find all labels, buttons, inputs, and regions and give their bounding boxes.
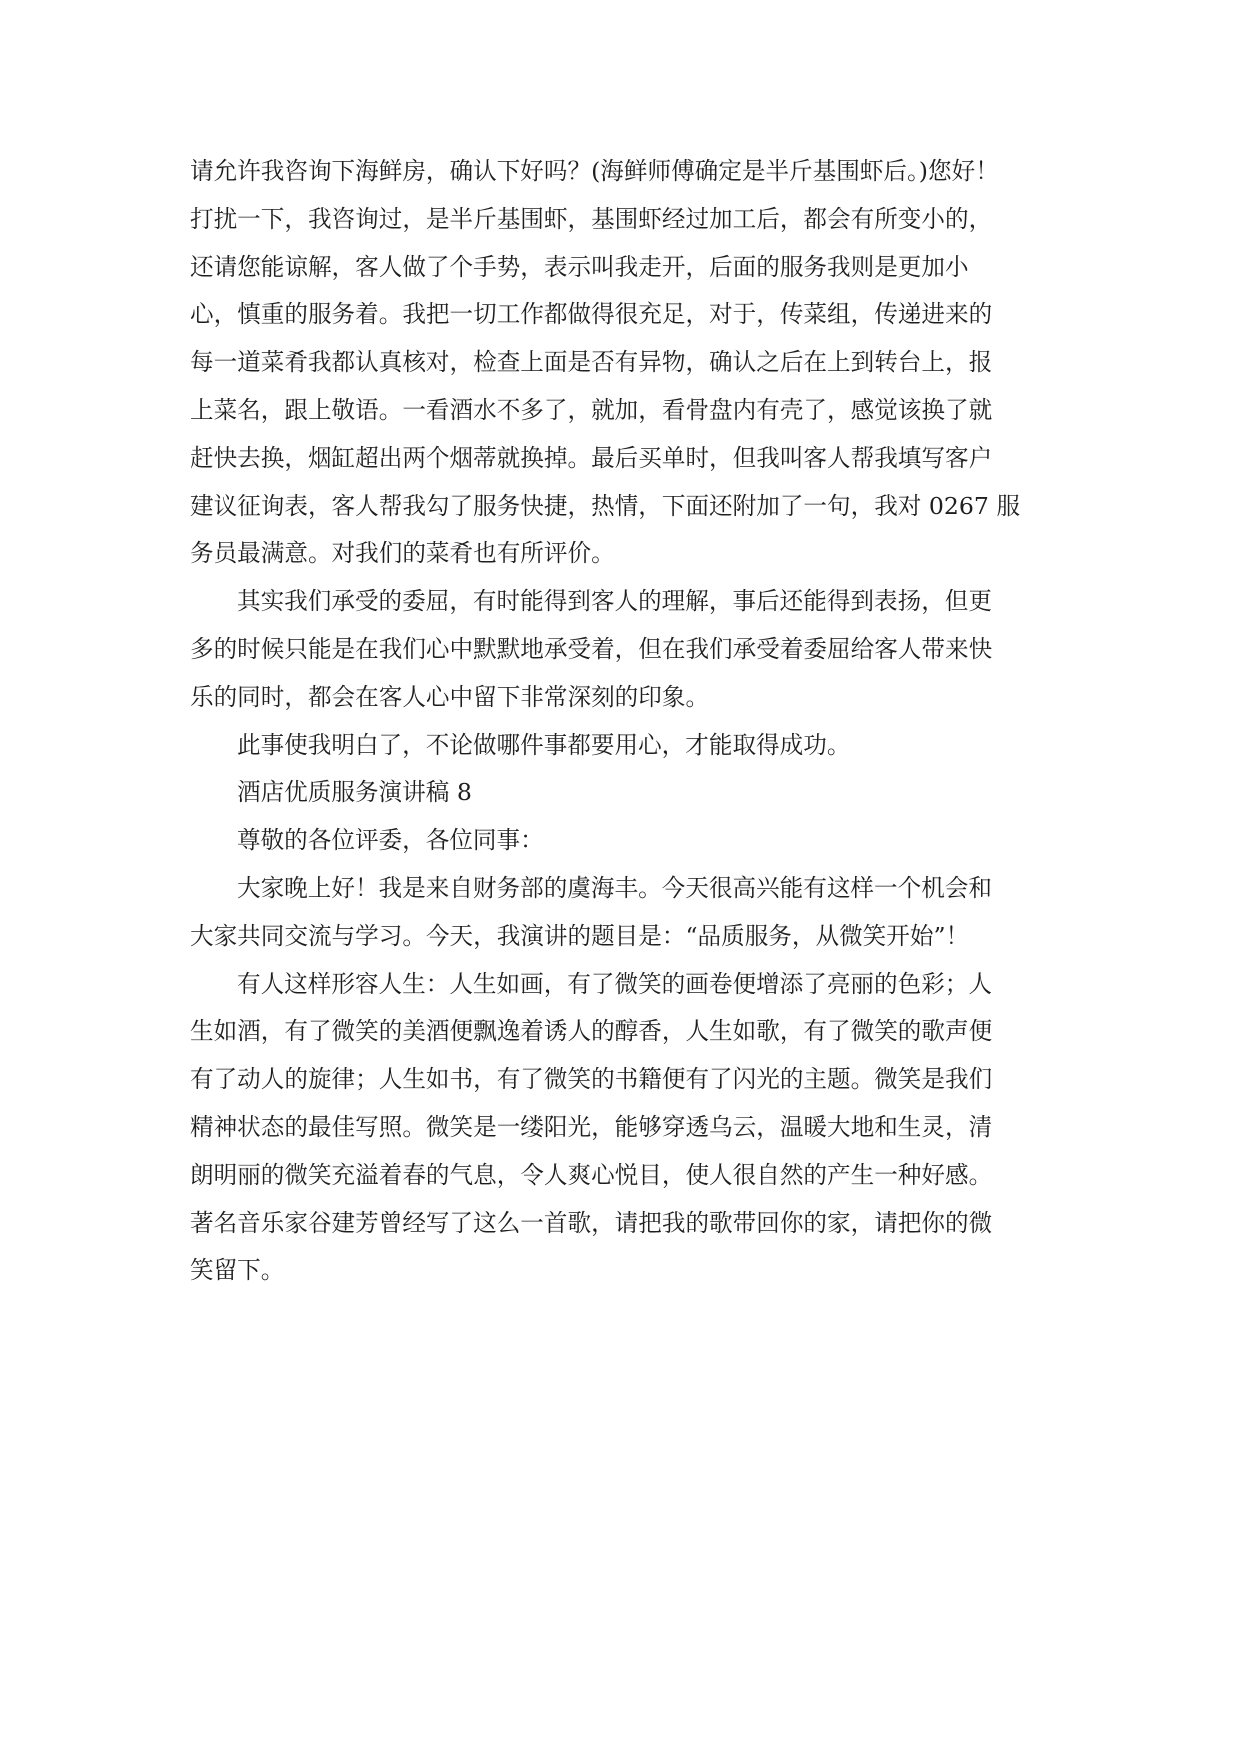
text-line: 打扰一下，我咨询过，是半斤基围虾，基围虾经过加工后，都会有所变小的， bbox=[190, 204, 993, 233]
text-line: 大家共同交流与学习。今天，我演讲的题目是：“品质服务，从微笑开始”！ bbox=[190, 921, 970, 950]
text-line: 生如酒，有了微笑的美酒便飘逸着诱人的醇香，人生如歌，有了微笑的歌声便 bbox=[190, 1017, 993, 1046]
text-line: 笑留下。 bbox=[190, 1256, 285, 1285]
document-body bbox=[190, 148, 1050, 1295]
text-line: 此事使我明白了，不论做哪件事都要用心，才能取得成功。 bbox=[237, 730, 851, 759]
text-line: 尊敬的各位评委，各位同事： bbox=[237, 826, 544, 855]
text-line: 其实我们承受的委屈，有时能得到客人的理解，事后还能得到表扬，但更 bbox=[237, 587, 992, 616]
text-line: 有了动人的旋律；人生如书，有了微笑的书籍便有了闪光的主题。微笑是我们 bbox=[190, 1065, 993, 1094]
text-line: 朗明丽的微笑充溢着春的气息，令人爽心悦目，使人很自然的产生一种好感。 bbox=[190, 1160, 993, 1189]
text-line: 著名音乐家谷建芳曾经写了这么一首歌，请把我的歌带回你的家，请把你的微 bbox=[190, 1208, 993, 1237]
section-heading bbox=[190, 769, 1050, 817]
text-line: 大家晚上好！我是来自财务部的虞海丰。今天很高兴能有这样一个机会和 bbox=[237, 873, 992, 902]
paragraph-7 bbox=[190, 961, 1050, 1296]
paragraph-6 bbox=[190, 865, 1050, 961]
paragraph-1 bbox=[190, 148, 1050, 578]
paragraph-2 bbox=[190, 578, 1050, 721]
text-line: 还请您能谅解，客人做了个手势，表示叫我走开，后面的服务我则是更加小 bbox=[190, 252, 969, 281]
text-line: 乐的同时，都会在客人心中留下非常深刻的印象。 bbox=[190, 682, 710, 711]
text-line: 务员最满意。对我们的菜肴也有所评价。 bbox=[190, 539, 615, 568]
text-line: 每一道菜肴我都认真核对，检查上面是否有异物，确认之后在上到转台上，报 bbox=[190, 348, 993, 377]
paragraph-3 bbox=[190, 722, 1050, 770]
heading-text: 酒店优质服务演讲稿 8 bbox=[237, 778, 472, 807]
text-line: 精神状态的最佳写照。微笑是一缕阳光，能够穿透乌云，温暖大地和生灵，清 bbox=[190, 1112, 993, 1141]
text-line: 赶快去换，烟缸超出两个烟蒂就换掉。最后买单时，但我叫客人帮我填写客户 bbox=[190, 443, 993, 472]
salutation bbox=[190, 817, 1050, 865]
text-line: 有人这样形容人生：人生如画，有了微笑的画卷便增添了亮丽的色彩；人 bbox=[237, 969, 992, 998]
text-line: 请允许我咨询下海鲜房，确认下好吗？(海鲜师傅确定是半斤基围虾后。)您好！ bbox=[190, 157, 999, 185]
text-line: 多的时候只能是在我们心中默默地承受着，但在我们承受着委屈给客人带来快 bbox=[190, 634, 993, 663]
text-line: 心，慎重的服务着。我把一切工作都做得很充足，对于，传菜组，传递进来的 bbox=[190, 300, 993, 329]
text-line: 建议征询表，客人帮我勾了服务快捷，热情，下面还附加了一句，我对 0267 服 bbox=[190, 491, 1021, 520]
text-line: 上菜名，跟上敬语。一看酒水不多了，就加，看骨盘内有壳了，感觉该换了就 bbox=[190, 395, 993, 424]
